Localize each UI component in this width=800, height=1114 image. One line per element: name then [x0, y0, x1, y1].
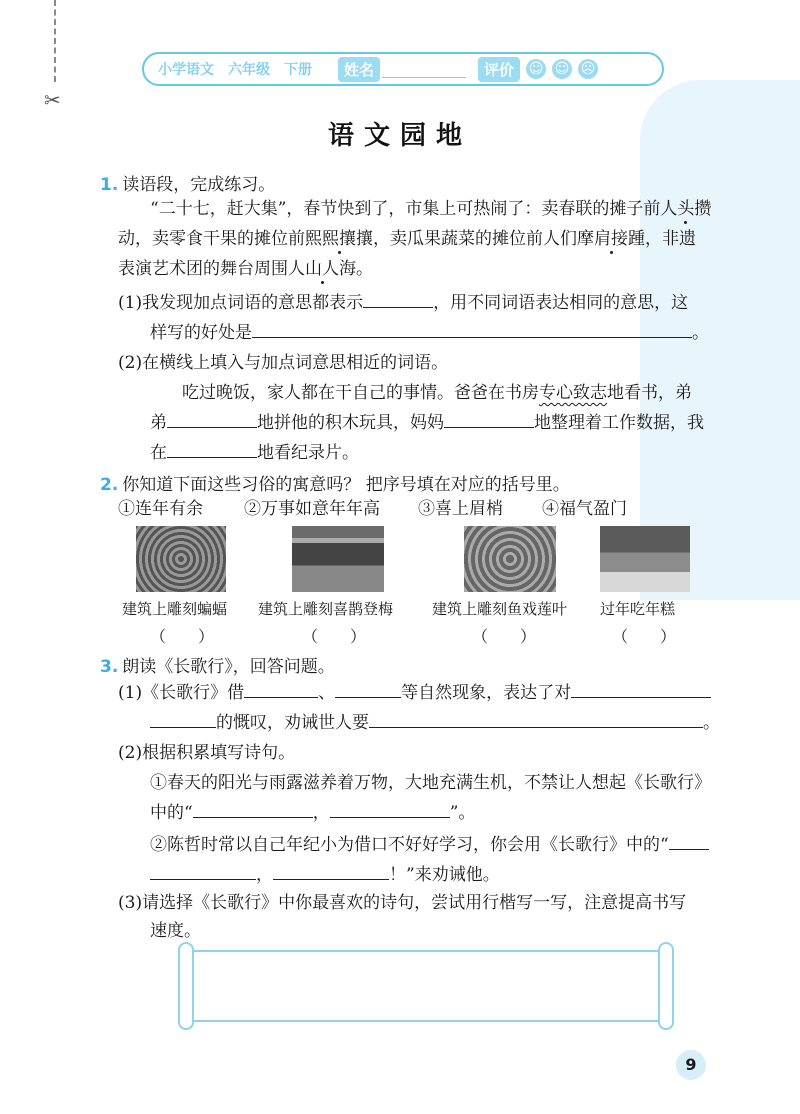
q3-sub2-item1-line1: ①春天的阳光与雨露滋养着万物，大地充满生机，不禁让人想起《长歌行》 — [150, 773, 711, 793]
q3-sub2-heading: (2)根据积累填写诗句。 — [118, 743, 296, 763]
q1-heading — [100, 170, 275, 195]
answer-paren-3[interactable]: （ ） — [472, 627, 537, 646]
question-text: 的慨叹，劝诫世人要 — [216, 713, 369, 733]
fish-lotus-carving-photo — [464, 526, 556, 592]
q3-heading — [100, 652, 335, 677]
answer-paren-2[interactable]: （ ） — [302, 627, 367, 646]
caption-1: 建筑上雕刻蝙蝠 — [122, 600, 228, 618]
q1-number: 1. — [100, 175, 119, 195]
name-label: 姓名 — [338, 57, 380, 82]
question-text: (1)我发现加点词语的意思都表示 — [118, 293, 364, 313]
q3-sub1-line-2 — [150, 710, 720, 736]
q3-sub2-item2-line1 — [150, 832, 709, 858]
passage-text: 地看纪录片。 — [257, 443, 359, 463]
sad-face-icon[interactable]: ☹ — [578, 59, 598, 79]
q1-prompt: 读语段，完成练习。 — [122, 175, 276, 195]
new-year-cake-photo — [600, 526, 690, 592]
answer-blank[interactable] — [444, 410, 534, 428]
passage-text: 在 — [150, 443, 167, 463]
passage-text: 表演艺术团的舞台周围 — [118, 259, 288, 279]
answer-blank[interactable] — [167, 410, 257, 428]
header-bar — [142, 52, 664, 86]
q3-prompt: 朗读《长歌行》，回答问题。 — [122, 657, 335, 677]
underlined-word: 专心致志 — [539, 383, 607, 403]
q2-option-1: ①连年有余 — [118, 499, 203, 519]
question-text: 样写的好处是 — [150, 323, 252, 343]
page-title: 语文园地 — [327, 121, 472, 151]
answer-blank[interactable] — [330, 800, 450, 818]
passage-text: 弟 — [150, 413, 167, 433]
passage-text: 地整理着工作数据，我 — [534, 413, 704, 433]
q1-sub2-line-2 — [150, 410, 704, 436]
q2-option-3: ③喜上眉梢 — [418, 499, 503, 519]
scroll-left-end — [178, 942, 194, 1030]
answer-blank[interactable] — [369, 710, 703, 728]
q1-passage-line-1 — [150, 196, 711, 222]
passage-text: 地拼他的积木玩具，妈妈 — [257, 413, 444, 433]
q3-sub1-line-1 — [118, 680, 711, 706]
answer-blank[interactable] — [150, 710, 216, 728]
q3-number: 3. — [100, 657, 119, 677]
q2-option-2: ②万事如意年年高 — [244, 499, 380, 519]
passage-text: ，非遗 — [645, 229, 696, 249]
q3-sub2-item1-line2 — [150, 800, 475, 826]
passage-text: ，卖瓜果蔬菜的摊位前人们 — [373, 229, 577, 249]
cut-line — [54, 0, 56, 82]
magpie-plum-carving-photo — [292, 526, 384, 592]
name-field[interactable] — [382, 60, 466, 78]
answer-blank[interactable] — [244, 680, 318, 698]
q1-passage-line-3 — [118, 256, 373, 282]
answer-blank[interactable] — [669, 832, 709, 850]
question-text: ， — [256, 865, 273, 885]
q1-sub2-heading: (2)在横线上填入与加点词意思相近的词语。 — [118, 353, 449, 373]
answer-paren-1[interactable]: （ ） — [150, 627, 215, 646]
q3-sub2-item2-line2 — [150, 862, 500, 888]
question-text: (1)《长歌行》借 — [118, 683, 245, 703]
passage-text: 吃过晚饭，家人都在干自己的事情。爸爸在书房 — [182, 383, 539, 403]
question-text: ②陈哲时常以自己年纪小为借口不好好学习，你会用《长歌行》中的“ — [150, 835, 669, 855]
q1-sub2-line-3 — [150, 440, 359, 466]
q2-option-4: ④福气盈门 — [542, 499, 627, 519]
answer-blank[interactable] — [193, 800, 313, 818]
answer-blank[interactable] — [363, 290, 433, 308]
q3-sub3-line1: (3)请选择《长歌行》中你最喜欢的诗句，尝试用行楷写一写，注意提高书写 — [118, 893, 687, 913]
question-text: ，用不同词语表达相同的意思，这 — [433, 293, 689, 313]
page-number: 9 — [676, 1050, 706, 1080]
course-label: 小学语文 六年级 下册 — [158, 62, 312, 78]
scroll-right-end — [658, 942, 674, 1030]
dotted-word: 熙熙攘攘 — [305, 229, 373, 249]
question-text: 等自然现象，表达了对 — [401, 683, 572, 703]
dotted-word: 人山人海 — [288, 259, 356, 279]
passage-text: “二十七，赶大集”，春节快到了，市集上可热闹了：卖春联的摊子前 — [150, 199, 661, 219]
passage-text: 地看书，弟 — [607, 383, 692, 403]
passage-text: 动，卖零食干果的摊位前 — [118, 229, 305, 249]
writing-area[interactable] — [186, 950, 666, 1022]
q3-sub3-line2: 速度。 — [150, 921, 201, 941]
q2-number: 2. — [100, 475, 119, 495]
q2-heading — [100, 470, 570, 495]
answer-blank[interactable] — [167, 440, 257, 458]
answer-blank[interactable] — [273, 862, 389, 880]
answer-blank[interactable] — [335, 680, 401, 698]
rating-label: 评价 — [478, 57, 520, 82]
question-text: ， — [312, 803, 330, 823]
answer-paren-4[interactable]: （ ） — [612, 627, 677, 646]
q1-sub1-line-1 — [118, 290, 688, 316]
question-text: 。 — [703, 713, 720, 733]
scissors-icon: ✂ — [44, 88, 61, 112]
answer-blank[interactable] — [571, 680, 711, 698]
question-text: 中的“ — [150, 803, 193, 823]
caption-2: 建筑上雕刻喜鹊登梅 — [258, 600, 394, 618]
q2-prompt: 你知道下面这些习俗的寓意吗？ 把序号填在对应的括号里。 — [122, 475, 570, 495]
question-text: 、 — [318, 683, 336, 703]
q1-passage-line-2 — [118, 226, 696, 252]
bat-carving-photo — [136, 526, 226, 592]
q1-sub1-line-2 — [150, 320, 709, 346]
question-text: ！”来劝诫他。 — [389, 865, 500, 885]
q1-sub2-line-1 — [182, 380, 692, 406]
passage-text: 。 — [356, 259, 373, 279]
question-text: 。 — [692, 323, 709, 343]
answer-blank[interactable] — [150, 862, 256, 880]
dotted-word: 摩肩接踵 — [577, 229, 645, 249]
question-text: ”。 — [449, 803, 476, 823]
neutral-face-icon[interactable]: ☺ — [552, 59, 572, 79]
dotted-word: 人头攒 — [660, 199, 712, 219]
answer-blank[interactable] — [252, 320, 692, 338]
caption-4: 过年吃年糕 — [600, 600, 676, 618]
caption-3: 建筑上雕刻鱼戏莲叶 — [432, 600, 568, 618]
smile-face-icon[interactable]: ☺ — [526, 59, 546, 79]
